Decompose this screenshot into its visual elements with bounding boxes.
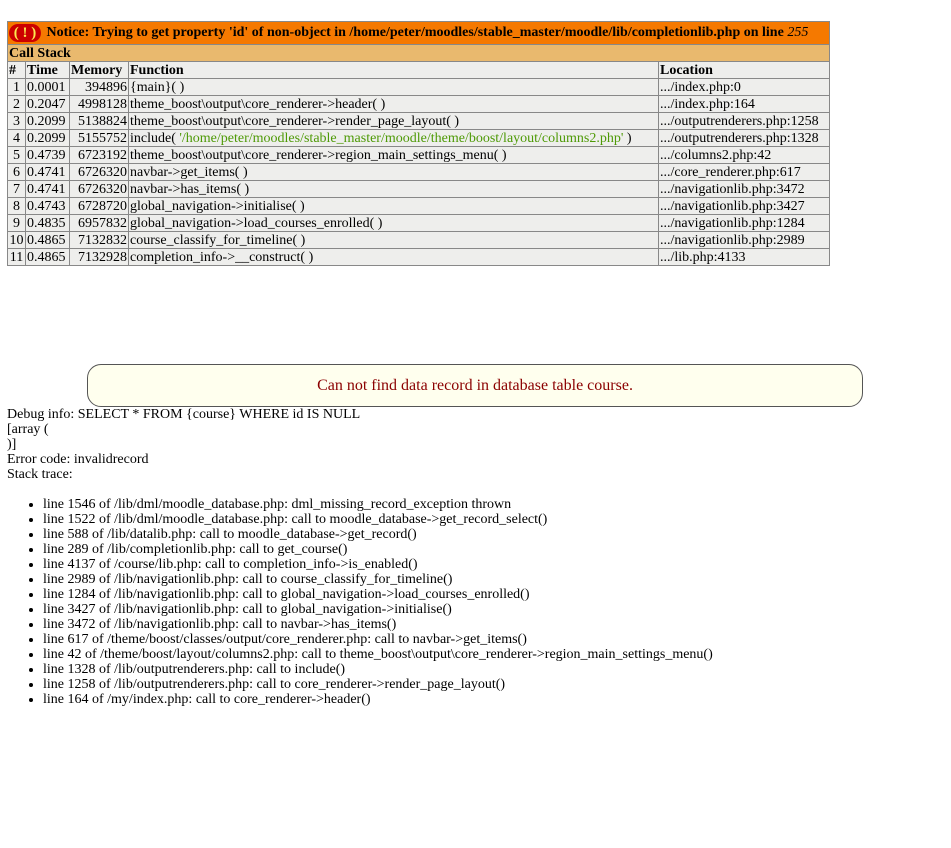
row-number: 8 — [8, 198, 26, 215]
notice-line-number: 255 — [787, 25, 809, 41]
table-row — [8, 232, 830, 249]
row-function: global_navigation->load_courses_enrolled( ) — [129, 215, 659, 232]
stack-trace-item: • line 3472 of /lib/navigationlib.php: call to navbar->has_items() — [43, 617, 937, 632]
callstack-header-row — [8, 62, 830, 79]
row-time: 0.4741 — [26, 181, 70, 198]
row-number: 9 — [8, 215, 26, 232]
row-memory: 6728720 — [70, 198, 129, 215]
stack-trace-item: • line 42 of /theme/boost/layout/columns2.php: call to theme_boost\output\core_renderer->region_main_settings_menu() — [43, 647, 937, 662]
row-time: 0.0001 — [26, 79, 70, 96]
row-time: 0.4741 — [26, 164, 70, 181]
stack-trace-list — [7, 497, 937, 707]
row-time: 0.4835 — [26, 215, 70, 232]
row-number: 11 — [8, 249, 26, 266]
row-memory: 7132928 — [70, 249, 129, 266]
table-row — [8, 215, 830, 232]
callstack-title: Call Stack — [8, 45, 830, 62]
table-row — [8, 249, 830, 266]
stack-trace-item: • line 1546 of /lib/dml/moodle_database.php: dml_missing_record_exception thrown — [43, 497, 937, 512]
stack-trace-item: • line 2989 of /lib/navigationlib.php: call to course_classify_for_timeline() — [43, 572, 937, 587]
row-location: .../core_renderer.php:617 — [659, 164, 830, 181]
notice-header — [8, 22, 830, 45]
row-number: 4 — [8, 130, 26, 147]
row-function: completion_info->__construct( ) — [129, 249, 659, 266]
row-location: .../lib.php:4133 — [659, 249, 830, 266]
stack-trace-item: • line 1522 of /lib/dml/moodle_database.php: call to moodle_database->get_record_select() — [43, 512, 937, 527]
row-time: 0.2047 — [26, 96, 70, 113]
row-time: 0.4739 — [26, 147, 70, 164]
row-number: 6 — [8, 164, 26, 181]
row-function: navbar->get_items( ) — [129, 164, 659, 181]
row-memory: 6726320 — [70, 181, 129, 198]
row-location: .../navigationlib.php:2989 — [659, 232, 830, 249]
debug-array-close: )] — [7, 437, 17, 452]
table-row — [8, 130, 830, 147]
stack-trace-item: • line 1284 of /lib/navigationlib.php: call to global_navigation->load_courses_enrolled() — [43, 587, 937, 602]
row-number: 2 — [8, 96, 26, 113]
xdebug-notice-table — [7, 21, 830, 266]
stack-trace-item: • line 1328 of /lib/outputrenderers.php: call to include() — [43, 662, 937, 677]
row-time: 0.4865 — [26, 232, 70, 249]
row-location: .../navigationlib.php:1284 — [659, 215, 830, 232]
row-memory: 6726320 — [70, 164, 129, 181]
notice-message: Notice: Trying to get property 'id' of non-object in /home/peter/moodles/stable_master/moodle/lib/completionlib.php on line — [43, 25, 788, 41]
error-message-box — [87, 364, 863, 407]
row-memory: 4998128 — [70, 96, 129, 113]
col-header-location: Location — [659, 62, 830, 79]
row-function: navbar->has_items( ) — [129, 181, 659, 198]
row-memory: 5155752 — [70, 130, 129, 147]
stack-trace-label: Stack trace: — [7, 467, 73, 482]
row-number: 3 — [8, 113, 26, 130]
stack-trace-item: • line 164 of /my/index.php: call to core_renderer->header() — [43, 692, 937, 707]
row-memory: 7132832 — [70, 232, 129, 249]
col-header-time: Time — [26, 62, 70, 79]
row-time: 0.2099 — [26, 130, 70, 147]
table-row — [8, 147, 830, 164]
error-code: Error code: invalidrecord — [7, 452, 149, 467]
row-location: .../columns2.php:42 — [659, 147, 830, 164]
row-memory: 6957832 — [70, 215, 129, 232]
notice-text — [43, 25, 808, 40]
stack-trace-item: • line 3427 of /lib/navigationlib.php: call to global_navigation->initialise() — [43, 602, 937, 617]
row-location: .../navigationlib.php:3472 — [659, 181, 830, 198]
table-row — [8, 198, 830, 215]
error-message: Can not find data record in database table course. — [317, 377, 633, 394]
debug-info: Debug info: SELECT * FROM {course} WHERE id IS NULL — [7, 407, 361, 422]
col-header-number: # — [8, 62, 26, 79]
row-function: theme_boost\output\core_renderer->header( ) — [129, 96, 659, 113]
function-call-suffix: ) — [623, 130, 632, 146]
row-time: 0.4865 — [26, 249, 70, 266]
function-call-prefix: include( — [130, 130, 180, 146]
row-function: theme_boost\output\core_renderer->render_page_layout( ) — [129, 113, 659, 130]
row-location: .../index.php:164 — [659, 96, 830, 113]
row-function: theme_boost\output\core_renderer->region_main_settings_menu( ) — [129, 147, 659, 164]
debug-section — [7, 407, 937, 707]
stack-trace-item: • line 588 of /lib/datalib.php: call to moodle_database->get_record() — [43, 527, 937, 542]
stack-trace-item: • line 617 of /theme/boost/classes/output/core_renderer.php: call to navbar->get_items() — [43, 632, 937, 647]
row-memory: 5138824 — [70, 113, 129, 130]
row-function — [129, 130, 659, 147]
row-location: .../outputrenderers.php:1328 — [659, 130, 830, 147]
row-number: 1 — [8, 79, 26, 96]
warning-icon: ( ! ) — [9, 24, 41, 42]
row-memory: 394896 — [70, 79, 129, 96]
table-row — [8, 96, 830, 113]
row-function: course_classify_for_timeline( ) — [129, 232, 659, 249]
row-number: 10 — [9, 232, 24, 248]
row-time: 0.2099 — [26, 113, 70, 130]
col-header-memory: Memory — [70, 62, 129, 79]
table-row — [8, 79, 830, 96]
row-location: .../outputrenderers.php:1258 — [659, 113, 830, 130]
stack-trace-item: • line 4137 of /course/lib.php: call to completion_info->is_enabled() — [43, 557, 937, 572]
row-function: global_navigation->initialise( ) — [129, 198, 659, 215]
table-row — [8, 181, 830, 198]
col-header-function: Function — [129, 62, 659, 79]
row-memory: 6723192 — [70, 147, 129, 164]
row-function: {main}( ) — [129, 79, 659, 96]
function-argument: '/home/peter/moodles/stable_master/moodle/theme/boost/layout/columns2.php' — [179, 130, 624, 146]
table-row — [8, 113, 830, 130]
row-location: .../navigationlib.php:3427 — [659, 198, 830, 215]
notice-row — [8, 22, 830, 45]
stack-trace-item: • line 289 of /lib/completionlib.php: call to get_course() — [43, 542, 937, 557]
stack-trace-item: • line 1258 of /lib/outputrenderers.php: call to core_renderer->render_page_layout() — [43, 677, 937, 692]
debug-array-open: [array ( — [7, 422, 49, 437]
row-number: 5 — [8, 147, 26, 164]
row-location: .../index.php:0 — [659, 79, 830, 96]
table-row — [8, 164, 830, 181]
row-number: 7 — [8, 181, 26, 198]
callstack-title-row — [8, 45, 830, 62]
row-time: 0.4743 — [26, 198, 70, 215]
callstack-body — [8, 79, 830, 266]
